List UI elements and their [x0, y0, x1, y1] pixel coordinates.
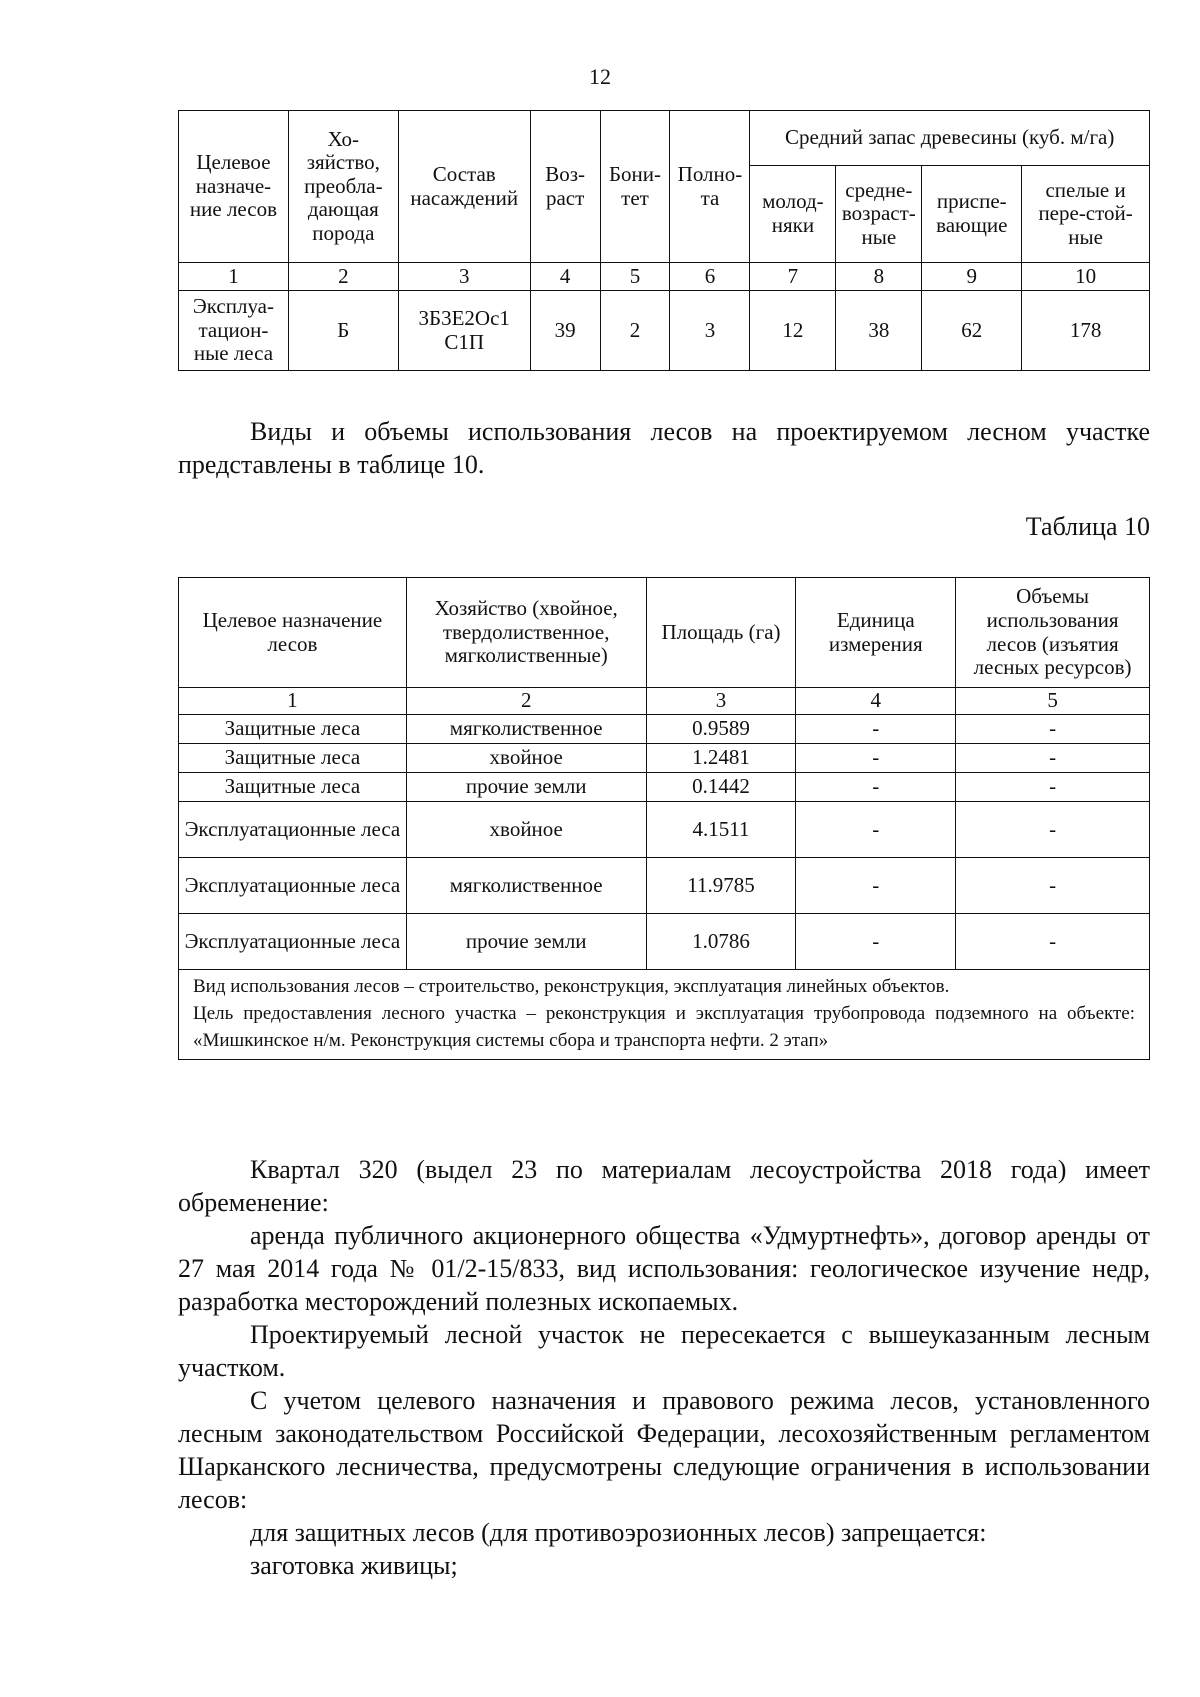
header-farm: Хо-зяйство, преобла-дающая порода [288, 111, 398, 263]
header-purpose: Целевое назначение лесов [179, 578, 407, 688]
header-farm: Хозяйство (хвойное, твердолиственное, мягколиственные) [406, 578, 646, 688]
col-number: 6 [670, 263, 750, 291]
cell-young: 12 [750, 291, 836, 371]
protective-forests-line: для защитных лесов (для противоэрозионных лесов) запрещается: [250, 1518, 987, 1547]
header-maturing: приспе-вающие [922, 166, 1022, 263]
table-row [179, 744, 1150, 773]
col-number: 4 [796, 688, 956, 715]
col-number: 10 [1022, 263, 1150, 291]
header-volume: Объемы использования лесов (изъятия лесных ресурсов) [956, 578, 1150, 688]
header-mature: спелые и пере-стой-ные [1022, 166, 1150, 263]
header-density: Полно-та [670, 111, 750, 263]
table-caption: Таблица 10 [1025, 512, 1150, 541]
col-number: 7 [750, 263, 836, 291]
cell-purpose: Эксплуатационные леса [179, 802, 407, 858]
page-number: 12 [589, 64, 611, 89]
cell-farm: мягколиственное [406, 715, 646, 744]
cell-farm: прочие земли [406, 914, 646, 970]
cell-unit: - [796, 858, 956, 914]
col-number: 2 [288, 263, 398, 291]
cell-purpose: Защитные леса [179, 715, 407, 744]
quarter-paragraph: Квартал 320 (выдел 23 по материалам лесоустройства 2018 года) имеет обременение: [178, 1155, 1150, 1217]
cell-farm: Б [288, 291, 398, 371]
not-intersect-paragraph: Проектируемый лесной участок не пересекается с вышеуказанным лесным участком. [178, 1320, 1150, 1382]
cell-area: 1.0786 [646, 914, 796, 970]
cell-purpose: Защитные леса [179, 744, 407, 773]
cell-area: 1.2481 [646, 744, 796, 773]
cell-mature: 178 [1022, 291, 1150, 371]
note-use: Вид использования лесов – строительство, реконструкция, эксплуатация линейных объектов. [193, 976, 950, 997]
cell-purpose: Эксплуатационные леса [179, 914, 407, 970]
table-row [179, 291, 1150, 371]
table-row [179, 802, 1150, 858]
col-number: 5 [600, 263, 670, 291]
cell-volume: - [956, 858, 1150, 914]
cell-farm: хвойное [406, 744, 646, 773]
table-row [179, 773, 1150, 802]
cell-area: 0.1442 [646, 773, 796, 802]
cell-farm: прочие земли [406, 773, 646, 802]
cell-unit: - [796, 802, 956, 858]
cell-unit: - [796, 773, 956, 802]
col-number: 9 [922, 263, 1022, 291]
cell-purpose: Эксплуа-тацион-ные леса [179, 291, 289, 371]
stand-characteristics-table [178, 110, 1150, 371]
col-number: 4 [530, 263, 600, 291]
cell-unit: - [796, 744, 956, 773]
header-young: молод-няки [750, 166, 836, 263]
cell-purpose: Защитные леса [179, 773, 407, 802]
cell-farm: мягколиственное [406, 858, 646, 914]
header-middle: средне-возраст-ные [836, 166, 922, 263]
cell-area: 0.9589 [646, 715, 796, 744]
resin-line: заготовка живицы; [250, 1551, 458, 1580]
header-composition: Состав насаждений [398, 111, 530, 263]
table-note-row [179, 970, 1150, 1060]
header-area: Площадь (га) [646, 578, 796, 688]
header-age: Воз-раст [530, 111, 600, 263]
header-purpose: Целевое назначе-ние лесов [179, 111, 289, 263]
col-number: 1 [179, 688, 407, 715]
cell-volume: - [956, 773, 1150, 802]
cell-volume: - [956, 914, 1150, 970]
cell-age: 39 [530, 291, 600, 371]
col-number: 1 [179, 263, 289, 291]
cell-density: 3 [670, 291, 750, 371]
note-goal: Цель предоставления лесного участка – реконструкция и эксплуатация трубопровода подземного на объекте: «Мишкинское н/м. Реконструкция системы сбора и транспорта нефти. 2 этап» [193, 1002, 1135, 1051]
col-number: 5 [956, 688, 1150, 715]
header-avg-stock: Средний запас древесины (куб. м/га) [750, 111, 1150, 166]
col-number: 2 [406, 688, 646, 715]
col-number: 8 [836, 263, 922, 291]
cell-volume: - [956, 802, 1150, 858]
table-note [179, 970, 1150, 1060]
cell-purpose: Эксплуатационные леса [179, 858, 407, 914]
table-row [179, 914, 1150, 970]
col-number: 3 [646, 688, 796, 715]
intro-paragraph: Виды и объемы использования лесов на проектируемом лесном участке представлены в таблице 10. [178, 417, 1150, 479]
cell-volume: - [956, 744, 1150, 773]
col-number: 3 [398, 263, 530, 291]
cell-bonitet: 2 [600, 291, 670, 371]
cell-maturing: 62 [922, 291, 1022, 371]
table-row [179, 858, 1150, 914]
cell-farm: хвойное [406, 802, 646, 858]
cell-unit: - [796, 715, 956, 744]
cell-middle: 38 [836, 291, 922, 371]
restrictions-paragraph: С учетом целевого назначения и правового режима лесов, установленного лесным законодательством Российской Федерации, лесохозяйственным регламентом Шарканского лесничества, предусмотрены следующие ограничения в использовании лесов: [178, 1386, 1150, 1514]
cell-unit: - [796, 914, 956, 970]
table-row [179, 715, 1150, 744]
cell-area: 11.9785 [646, 858, 796, 914]
lease-paragraph: аренда публичного акционерного общества «Удмуртнефть», договор аренды от 27 мая 2014 года № 01/2-15/833, вид использования: геологическое изучение недр, разработка месторождений полезных ископаемых. [178, 1221, 1150, 1316]
header-unit: Единица измерения [796, 578, 956, 688]
cell-composition: 3Б3Е2Ос1 С1П [398, 291, 530, 371]
cell-area: 4.1511 [646, 802, 796, 858]
header-bonitet: Бони-тет [600, 111, 670, 263]
forest-use-table [178, 577, 1150, 1060]
cell-volume: - [956, 715, 1150, 744]
